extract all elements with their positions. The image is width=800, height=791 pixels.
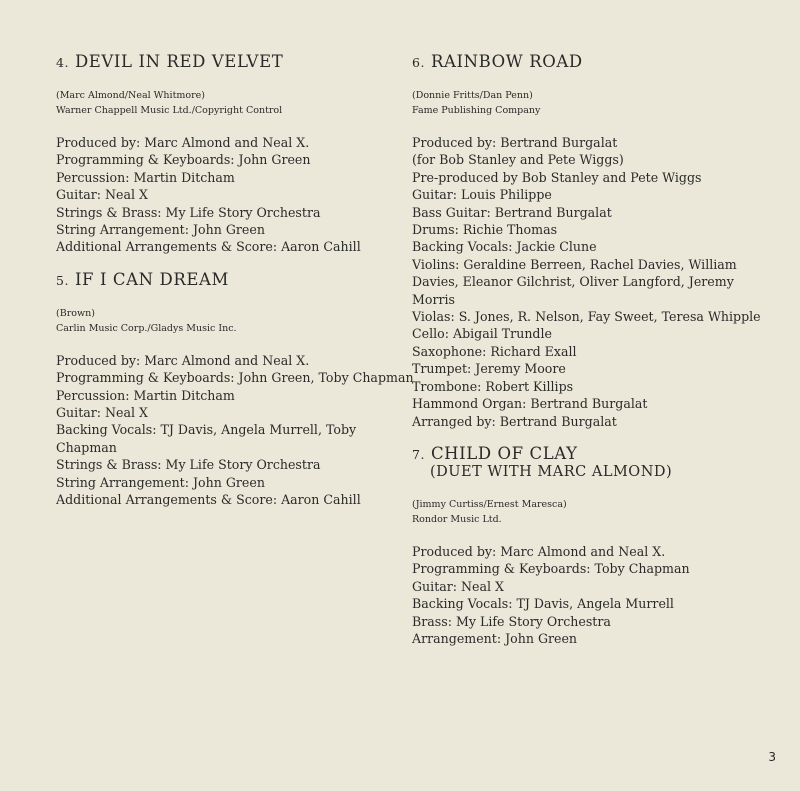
credit-line: Produced by: Marc Almond and Neal X. [56,135,310,150]
credit-line: Strings & Brass: My Life Story Orchestra [56,204,321,220]
credit-line: Trumpet: Jeremy Moore [412,361,566,377]
credit-line: Percussion: Martin Ditcham [56,387,235,403]
credit-line: Bass Guitar: Bertrand Burgalat [412,204,612,220]
track-number: 5. [56,272,69,288]
track-heading [56,52,416,71]
page-number: 3 [768,750,776,764]
publisher: Fame Publishing Company [412,105,541,116]
publisher: Rondor Music Ltd. [412,513,502,525]
credit-line: Percussion: Martin Ditcham [56,169,235,185]
track-heading [412,444,772,463]
credit-line: Violins: Geraldine Berreen, Rachel Davies, William Davies, Eleanor Gilchrist, Oliver Langford, Jeremy Morris [412,256,737,307]
credit-line: Additional Arrangements & Score: Aaron Cahill [56,492,361,508]
credit-line: Violas: S. Jones, R. Nelson, Fay Sweet, Teresa Whipple [412,309,761,325]
credit-line: Saxophone: Richard Exall [412,343,577,359]
credit-line: String Arrangement: John Green [56,222,265,238]
credit-line: Guitar: Neal X [56,187,149,203]
credit-line: Programming & Keyboards: John Green [56,152,311,168]
credit-line: Strings & Brass: My Life Story Orchestra [56,457,321,473]
credit-line: Programming & Keyboards: Toby Chapman [412,561,690,577]
credit-line: Produced by: Marc Almond and Neal X. [412,543,666,559]
track-heading [56,270,416,289]
track-block [412,52,772,430]
credit-line: Guitar: Neal X [412,578,505,594]
track-block [412,444,772,647]
track-number: 6. [412,55,425,70]
left-column [56,52,416,523]
credit-line: Guitar: Louis Philippe [412,187,552,203]
songwriters: (Marc Almond/Neal Whitmore) [56,90,205,101]
track-title: CHILD OF CLAY [430,443,578,463]
track-heading [412,52,772,71]
songwriters: (Donnie Fritts/Dan Penn) [412,90,533,101]
credit-line: Arrangement: John Green [412,630,578,646]
credit-line: Arranged by: Bertrand Burgalat [412,413,617,429]
credit-line: Backing Vocals: Jackie Clune [412,239,597,255]
track-block [56,52,416,256]
publisher: Carlin Music Corp./Gladys Music Inc. [56,322,237,334]
credit-line: Cello: Abigail Trundle [412,326,552,342]
credits-list [412,543,772,647]
credit-line: Produced by: Bertrand Burgalat [412,135,618,150]
credit-line: Brass: My Life Story Orchestra [412,613,611,629]
credit-line: Pre-produced by Bob Stanley and Pete Wiggs [412,169,702,185]
credit-line: Backing Vocals: TJ Davis, Angela Murrell, Toby Chapman [56,422,357,455]
credit-line: String Arrangement: John Green [56,474,265,490]
credits-list [412,134,772,430]
publisher: Warner Chappell Music Ltd./Copyright Control [56,105,283,116]
credit-line: Trombone: Robert Killips [412,378,574,394]
songwriters: (Brown) [56,307,95,319]
credit-line: (for Bob Stanley and Pete Wiggs) [412,152,624,168]
credits-list [56,134,416,256]
songwriters: (Jimmy Curtiss/Ernest Maresca) [412,498,567,510]
track-block [56,270,416,509]
track-title: IF I CAN DREAM [74,269,230,289]
track-number: 7. [412,446,425,462]
credit-line: Programming & Keyboards: John Green, Toby Chapman [56,370,414,386]
right-column [412,52,772,661]
track-title: RAINBOW ROAD [430,52,583,71]
credit-line: Guitar: Neal X [56,405,149,421]
credit-line: Drums: Richie Thomas [412,222,558,238]
track-number: 4. [56,55,69,70]
track-title: DEVIL IN RED VELVET [74,52,284,71]
credit-line: Produced by: Marc Almond and Neal X. [56,352,310,368]
credit-line: Backing Vocals: TJ Davis, Angela Murrell [412,596,674,612]
credit-line: Hammond Organ: Bertrand Burgalat [412,396,648,412]
credits-list [56,352,416,509]
credit-line: Additional Arrangements & Score: Aaron Cahill [56,239,361,255]
track-subtitle: (DUET WITH MARC ALMOND) [430,463,673,480]
